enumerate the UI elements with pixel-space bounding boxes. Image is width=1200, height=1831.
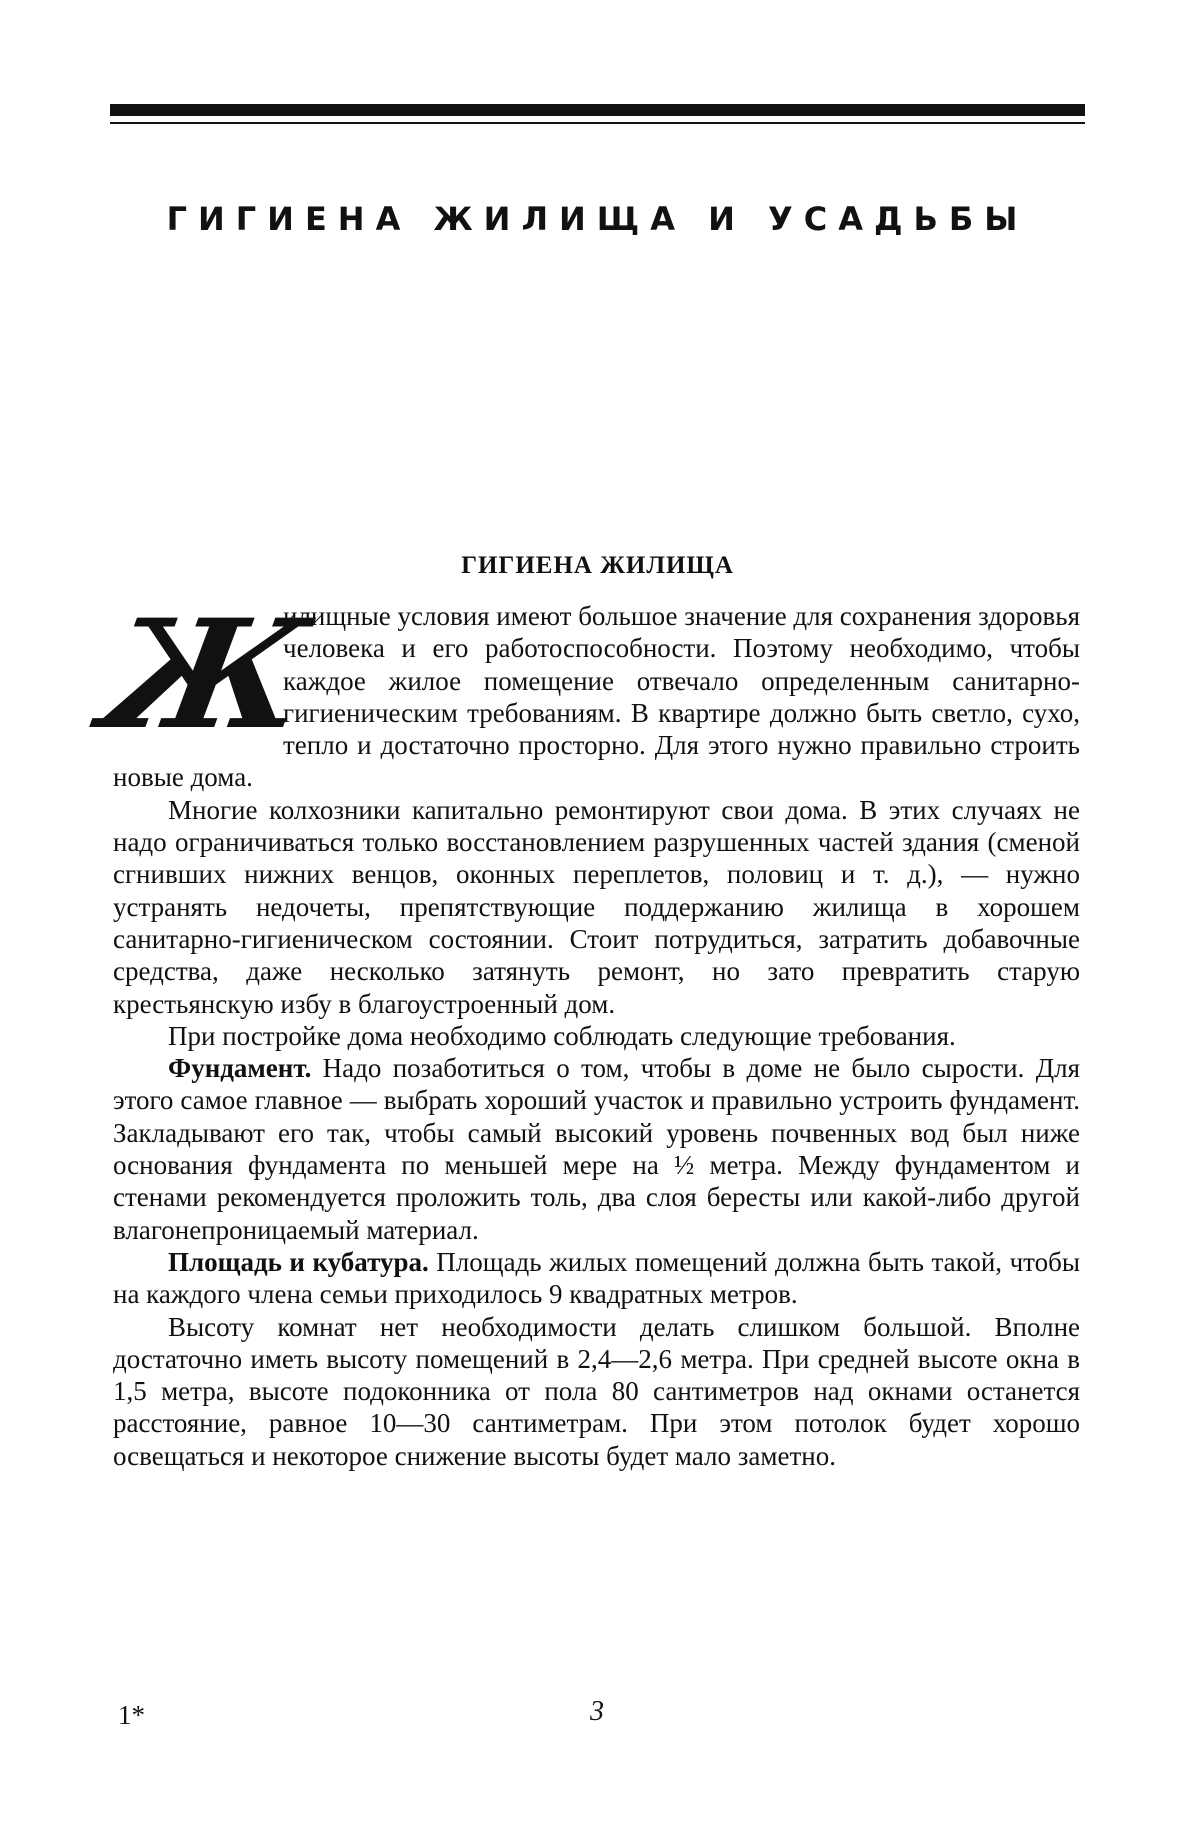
section-title: ГИГИЕНА ЖИЛИЩА	[461, 552, 734, 579]
paragraph-area	[113, 1246, 1080, 1311]
signature-mark: 1*	[118, 1700, 145, 1730]
top-rule-thin	[110, 122, 1085, 124]
paragraph-repair: Многие колхозники капитально ремонтируют свои дома. В этих случаях не надо ограничиваться только восстановлением разрушенных частей здания (сменой сгнивших нижних венцов, оконных переплетов, половиц и т. д.), — нужно устранять недочеты, препятствующие поддержанию жилища в хорошем санитарно-гигиеническом состоянии. Стоит потрудиться, затратить добавочные средства, даже несколько затянуть ремонт, но зато превратить старую крестьянскую избу в благоустроенный дом.	[113, 794, 1080, 1019]
chapter-title: ГИГИЕНА ЖИЛИЩА И УСАДЬБЫ	[166, 200, 1029, 238]
paragraph-height: Высоту комнат нет необходимости делать слишком большой. Вполне достаточно иметь высоту помещений в 2,4—2,6 метра. При средней высоте окна в 1,5 метра, высоте подоконника от пола 80 сантиметров над окнами останется расстояние, равное 10—30 сантиметрам. При этом потолок будет хорошо освещаться и некоторое снижение высоты будет мало заметно.	[113, 1311, 1080, 1471]
paragraph-intro	[91, 587, 1081, 794]
area-heading: Площадь и кубатура.	[168, 1246, 429, 1277]
area-text: Площадь жилых помещений должна быть такой, чтобы на каждого члена семьи приходилось 9 квадратных метров.	[113, 1246, 1080, 1310]
page-number: 3	[590, 1696, 604, 1727]
paragraph-foundation	[113, 1052, 1080, 1246]
foundation-text: Надо позаботиться о том, чтобы в доме не было сырости. Для этого самое главное — выбрать хороший участок и правильно устроить фундамент. Закладывают его так, чтобы самый высокий уровень почвенных вод был ниже основания фундамента по меньшей мере на ½ метра. Между фундаментом и стенами рекомендуется проложить толь, два слоя бересты или какой-либо другой влагонепроницаемый материал.	[113, 1053, 1080, 1245]
body-text	[91, 587, 1081, 1472]
foundation-heading: Фундамент.	[168, 1053, 312, 1084]
drop-cap: Ж	[91, 587, 320, 763]
top-rule-thick	[110, 104, 1085, 116]
paragraph-intro-text: илищные условия имеют большое значение для сохранения здоровья человека и его работоспособности. Поэтому необходимо, чтобы каждое жилое помещение отвечало определенным санитарно-гигиеническим требованиям. В квартире должно быть светло, сухо, тепло и достаточно просторно. Для этого нужно правильно строить новые дома.	[113, 601, 1081, 793]
paragraph-requirements: При постройке дома необходимо соблюдать следующие требования.	[168, 1020, 956, 1051]
